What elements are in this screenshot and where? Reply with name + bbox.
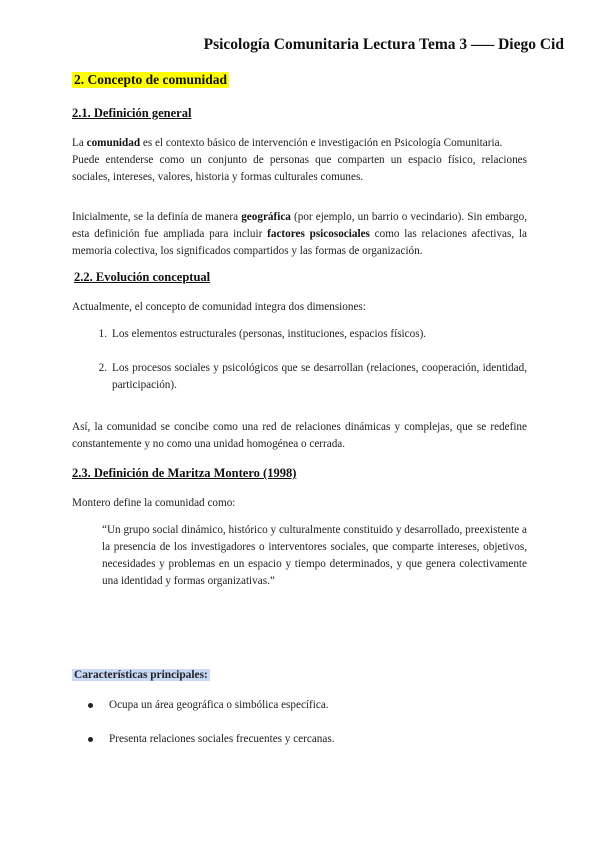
bullet-text: Ocupa un área geográfica o simbólica específica. [109,699,329,711]
bullet-dot-icon [88,703,93,708]
page-header: Psicología Comunitaria Lectura Tema 3 —– Diego Cid [203,36,564,53]
subsection-2-3-title: 2.3. Definición de Maritza Montero (1998) [72,466,297,480]
bullet-item [88,699,329,711]
montero-quote: “Un grupo social dinámico, histórico y culturalmente constituido y desarrollado, preexistente a la presencia de los investigadores o interventores sociales, que comparte intereses, objetivos, necesidades y problemas en un espacio y tiempo determinados, y que genera colectivamente una identidad y formas organizativas.” [102,524,527,587]
section-title: 2. Concepto de comunidad [74,72,228,87]
paragraph-dimensiones-intro: Actualmente, el concepto de comunidad integra dos dimensiones: [72,301,366,313]
paragraph-definicion-inicial: Inicialmente, se la definía de manera geográfica (por ejemplo, un barrio o vecindario). Sin embargo, esta definición fue ampliada para incluir factores psicosociales como las relaciones afectivas, la memoria colectiva, los significados compartidos y las formas de organización. [72,211,528,257]
list-item [72,326,527,343]
list-number: 2. [98,362,107,374]
bullet-item [88,733,335,745]
subsection-2-2-title: 2.2. Evolución conceptual [74,270,211,284]
bullet-text: Presenta relaciones sociales frecuentes y cercanas. [109,733,335,745]
paragraph-red-relaciones: Así, la comunidad se concibe como una red de relaciones dinámicas y complejas, que se redefine constantemente y no como una unidad homogénea o cerrada. [72,421,527,450]
paragraph-comunidad: La comunidad es el contexto básico de intervención e investigación en Psicología Comunitaria. Puede entenderse como un conjunto de personas que comparten un espacio físico, relaciones sociales, intereses, valores, historia y formas culturales comunes. [72,137,527,183]
subsection-2-1-title: 2.1. Definición general [72,106,192,120]
dimensions-list-2 [72,360,527,394]
characteristics-title: Características principales: [74,669,208,681]
list-item [72,360,527,394]
list-text: Los elementos estructurales (personas, instituciones, espacios físicos). [112,328,427,340]
list-number: 1. [98,328,107,340]
dimensions-list [72,326,527,343]
list-text: Los procesos sociales y psicológicos que se desarrollan (relaciones, cooperación, identidad, participación). [112,362,527,391]
paragraph-montero-intro: Montero define la comunidad como: [72,497,236,509]
bullet-dot-icon [88,737,93,742]
